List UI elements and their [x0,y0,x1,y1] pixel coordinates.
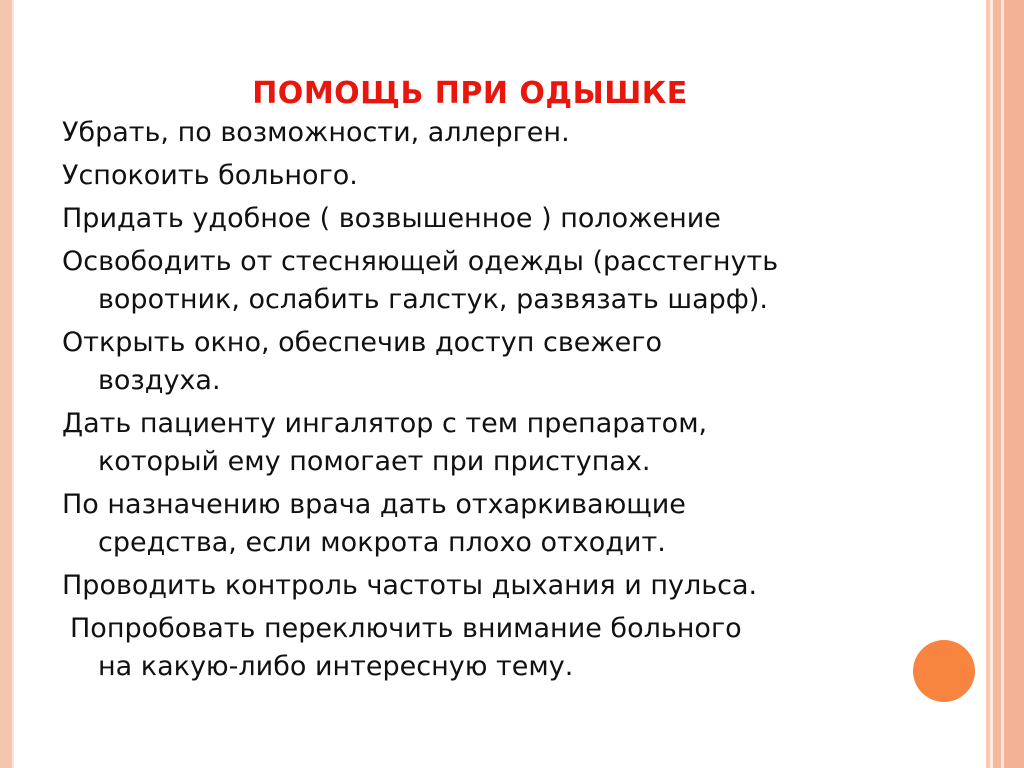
list-item-line: Успокоить больного. [62,160,358,191]
list-item [62,157,902,195]
list-item-line: Освободить от стесняющей одежды (расстегнуть [62,246,779,277]
list-item-line: Убрать, по возможности, аллерген. [62,117,570,148]
slide-content [62,114,902,691]
list-item [62,486,902,562]
right-border-stripe [993,0,1001,768]
decorative-circle [913,640,975,702]
list-item [62,405,902,481]
list-item-line-continued: на какую-либо интересную тему. [98,651,574,682]
list-item [62,610,902,686]
list-item-line: Попробовать переключить внимание больного [70,613,742,644]
list-item-line: Дать пациенту ингалятор с тем препаратом, [62,408,708,439]
list-item [62,243,902,319]
list-item-line: Открыть окно, обеспечив доступ свежего [62,327,662,358]
list-item-line-continued: средства, если мокрота плохо отходит. [98,527,666,558]
list-item [62,567,902,605]
list-item [62,114,902,152]
right-border-stripe [1004,0,1024,768]
list-item-line-continued: воздуха. [98,365,221,396]
list-item-line-continued: воротник, ослабить галстук, развязать шарф). [98,284,769,315]
list-item [62,200,902,238]
list-item-line: По назначению врача дать отхаркивающие [62,489,686,520]
list-item [62,324,902,400]
list-item-line-continued: который ему помогает при приступах. [98,446,651,477]
list-item-line: Проводить контроль частоты дыхания и пульса. [62,570,758,601]
list-item-line: Придать удобное ( возвышенное ) положение [62,203,721,234]
left-border-stripe [0,0,12,768]
left-border-inner-stripe [12,0,14,768]
slide-title: ПОМОЩЬ ПРИ ОДЫШКЕ [252,76,688,111]
